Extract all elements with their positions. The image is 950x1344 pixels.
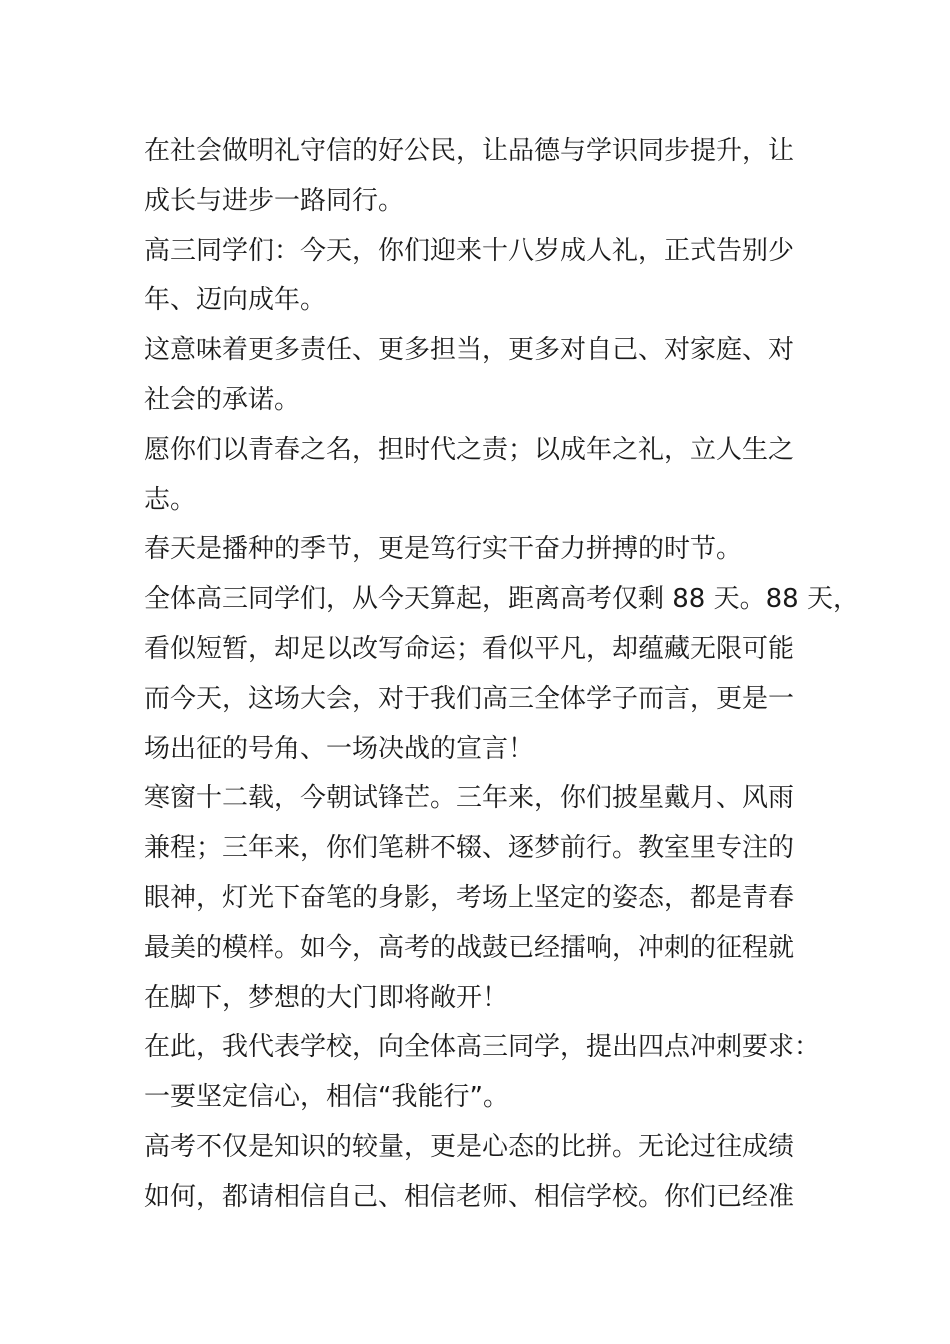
text-line: 志。 bbox=[144, 484, 197, 515]
text-line: 兼程；三年来，你们笔耕不辍、逐梦前行。教室里专注的 bbox=[144, 833, 795, 864]
text-line: 最美的模样。如今，高考的战鼓已经擂响，冲刺的征程就 bbox=[144, 932, 795, 963]
text-line: 在脚下，梦想的大门即将敞开！ bbox=[144, 982, 509, 1013]
text-line: 看似短暂，却足以改写命运；看似平凡，却蕴藏无限可能 bbox=[144, 633, 795, 664]
text-line: 而今天，这场大会，对于我们高三全体学子而言，更是一 bbox=[144, 683, 795, 714]
text-line: 如何，都请相信自己、相信老师、相信学校。你们已经准 bbox=[144, 1181, 795, 1212]
body-text bbox=[144, 127, 859, 1223]
text-line: 一要坚定信心，相信“我能行”。 bbox=[144, 1082, 509, 1113]
text-line: 在此，我代表学校，向全体高三同学，提出四点冲刺要求： bbox=[144, 1032, 821, 1063]
text-line: 高考不仅是知识的较量，更是心态的比拼。无论过往成绩 bbox=[144, 1131, 795, 1162]
text-line: 场出征的号角、一场决战的宣言！ bbox=[144, 733, 535, 764]
text-line: 寒窗十二载，今朝试锋芒。三年来，你们披星戴月、风雨 bbox=[144, 783, 795, 814]
text-line: 春天是播种的季节，更是笃行实干奋力拼搏的时节。 bbox=[144, 534, 743, 565]
text-line: 全体高三同学们，从今天算起，距离高考仅剩 88 天。88 天， bbox=[144, 584, 859, 615]
text-line: 眼神，灯光下奋笔的身影，考场上坚定的姿态，都是青春 bbox=[144, 882, 795, 913]
text-line: 在社会做明礼守信的好公民，让品德与学识同步提升，让 bbox=[144, 136, 795, 166]
text-line: 成长与进步一路同行。 bbox=[144, 185, 405, 216]
text-line: 高三同学们：今天，你们迎来十八岁成人礼，正式告别少 bbox=[144, 235, 795, 266]
text-line: 年、迈向成年。 bbox=[144, 285, 327, 316]
text-line: 社会的承诺。 bbox=[144, 384, 301, 415]
text-line: 愿你们以青春之名，担时代之责；以成年之礼，立人生之 bbox=[144, 434, 795, 465]
text-line: 这意味着更多责任、更多担当，更多对自己、对家庭、对 bbox=[144, 335, 795, 366]
